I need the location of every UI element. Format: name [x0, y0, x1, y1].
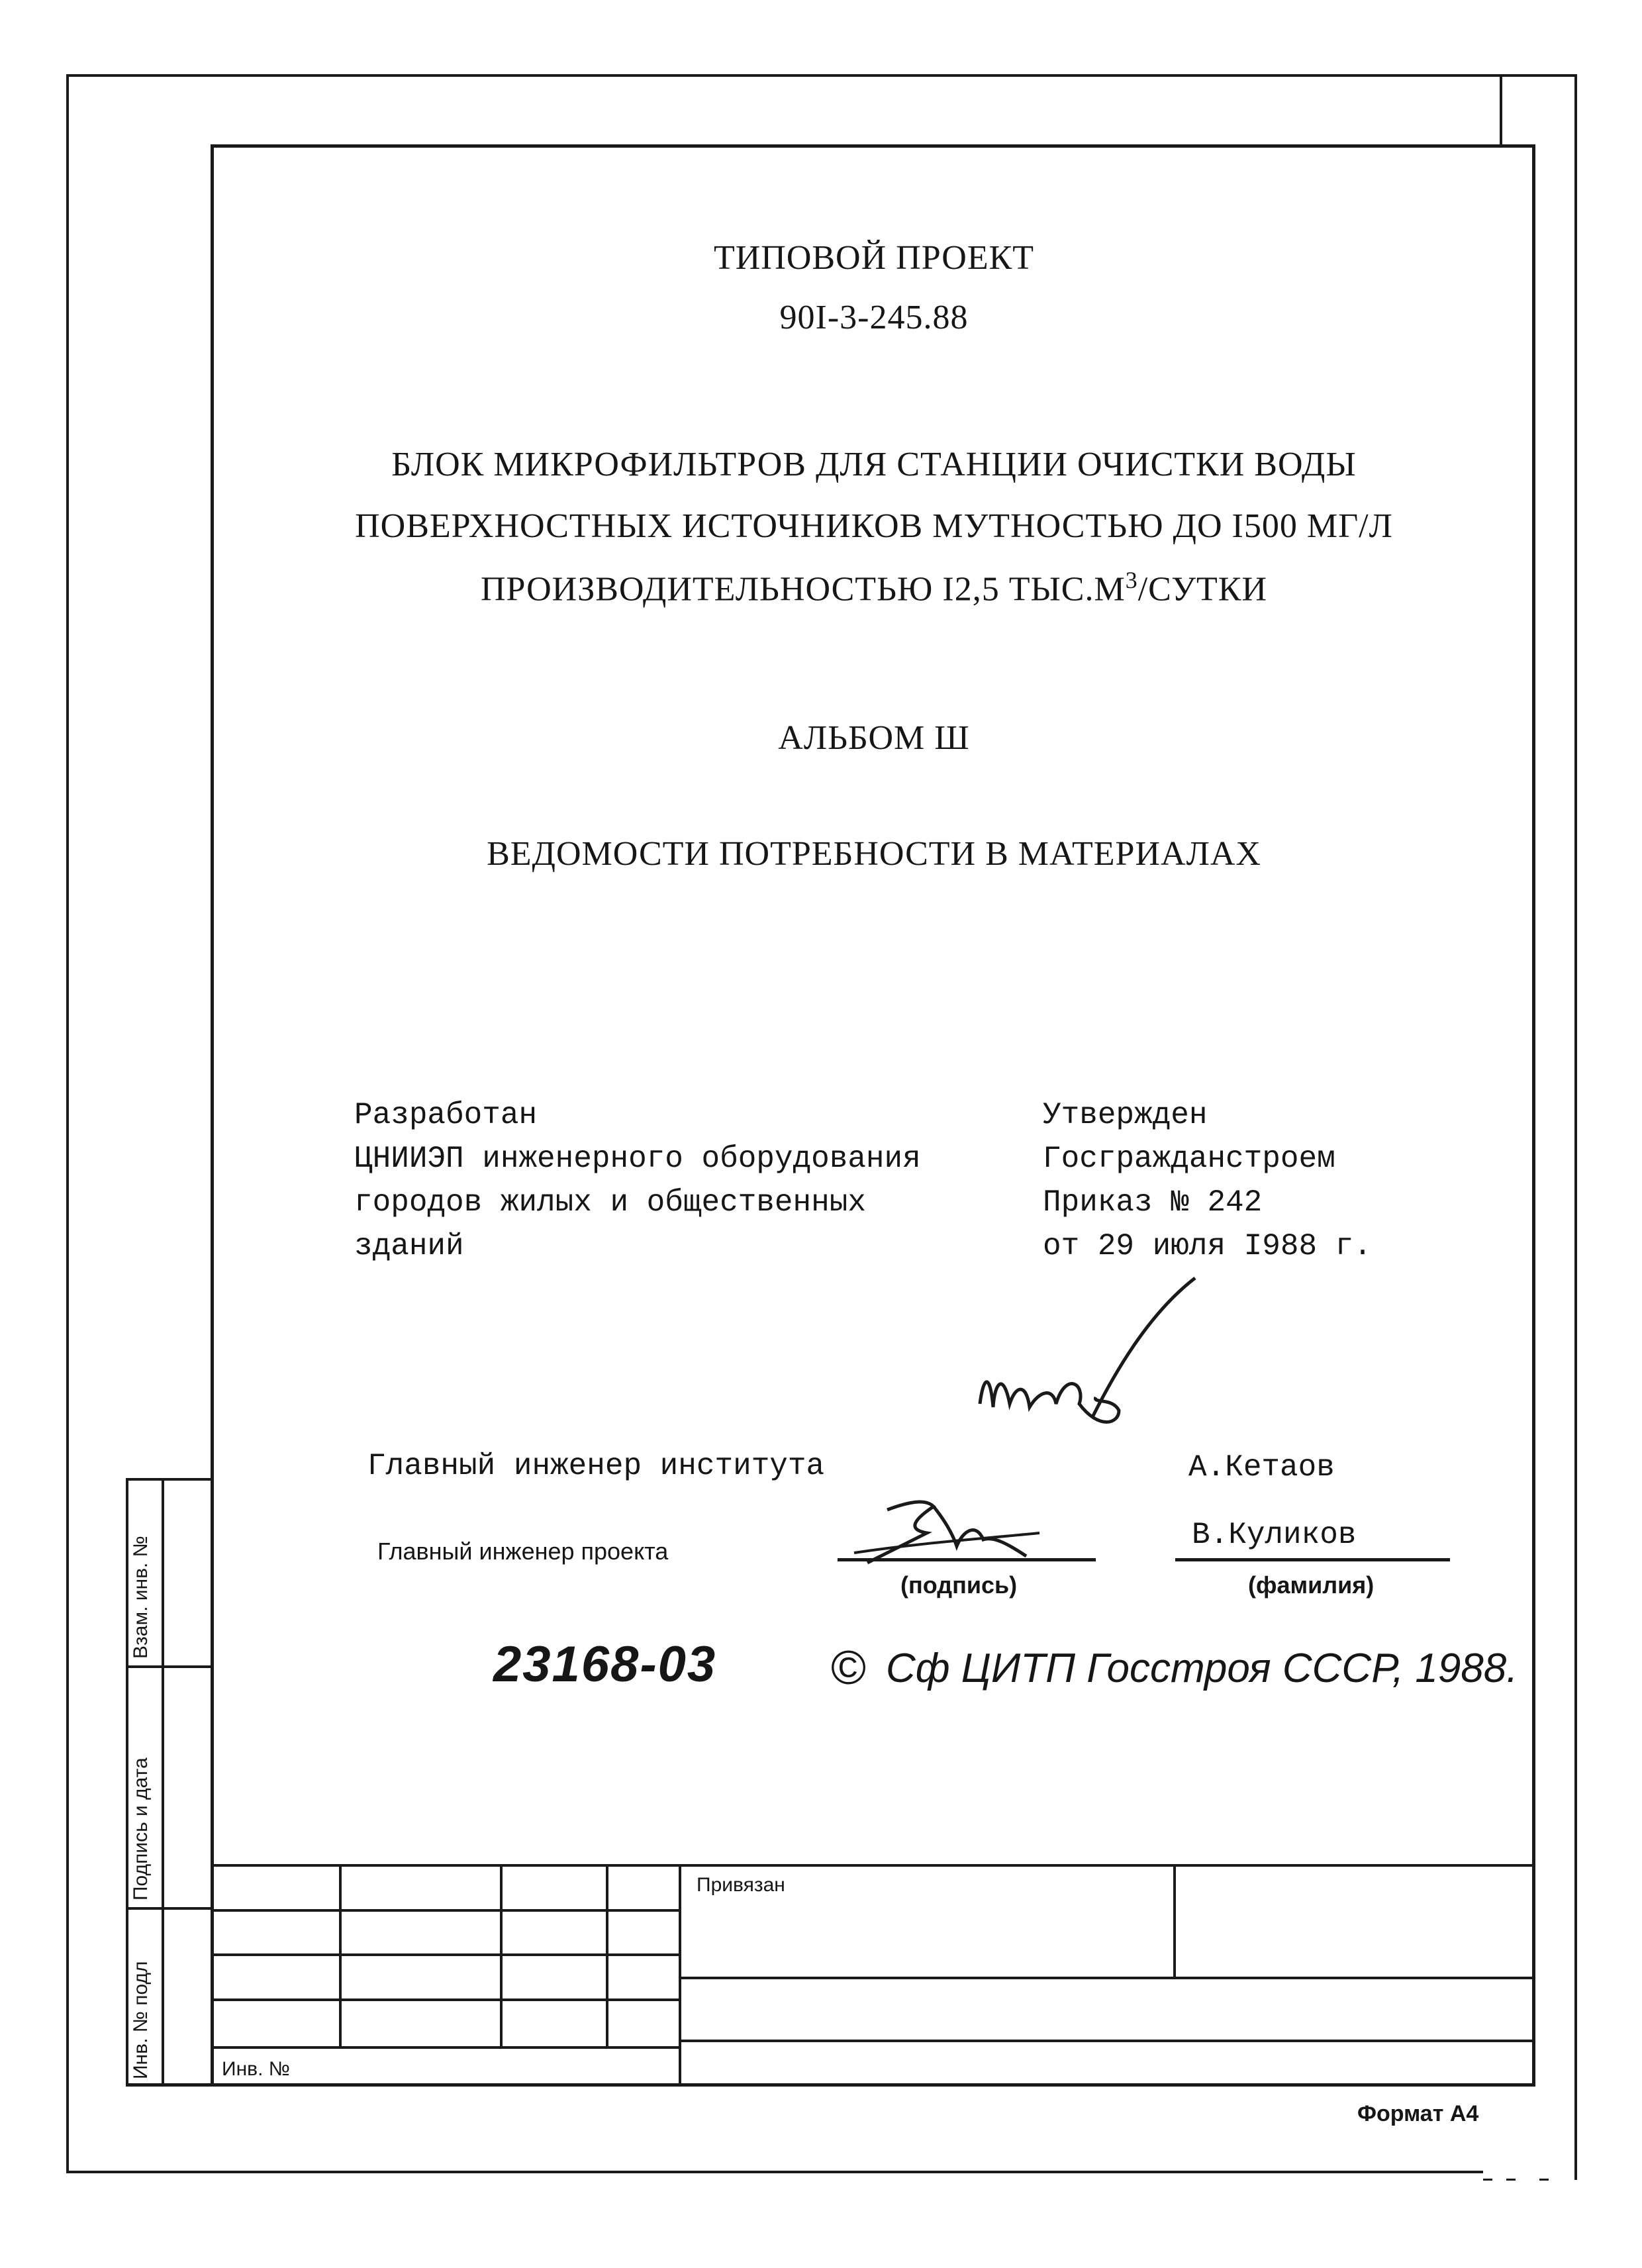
- dash-3: [1539, 2179, 1549, 2181]
- chief-engineer-project-label: Главный инженер проекта: [377, 1538, 669, 1565]
- project-type-label: ТИПОВОЙ ПРОЕКТ: [713, 239, 1035, 277]
- outer-frame-top: [66, 74, 1577, 77]
- title-line-3-tail: /СУТКИ: [1137, 570, 1267, 609]
- developed-line-2: городов жилых и общественных: [354, 1185, 866, 1220]
- side-strip-left: [126, 1478, 128, 2085]
- copyright-symbol: ©: [831, 1642, 867, 1695]
- stamp-row6: [211, 2046, 681, 2049]
- inventory-code: 23168-03: [493, 1636, 717, 1693]
- inner-frame-right: [1532, 144, 1535, 2086]
- side-strip-div1: [126, 1665, 212, 1668]
- outer-frame-bottom: [66, 2171, 1483, 2173]
- outer-frame-left: [66, 74, 69, 2172]
- stamp-col1: [339, 1864, 342, 2046]
- signature-project-engineer: [841, 1483, 1053, 1576]
- title-line-1: БЛОК МИКРОФИЛЬТРОВ ДЛЯ СТАНЦИИ ОЧИСТКИ ВОДЫ: [391, 446, 1357, 483]
- stamp-row5: [679, 2040, 1535, 2042]
- side-strip-top: [126, 1478, 212, 1481]
- signature-caption: (подпись): [900, 1571, 1018, 1599]
- side-label-replace-inv: Взам. инв. №: [130, 1536, 152, 1659]
- chief-engineer-institute-label: Главный инженер института: [367, 1449, 825, 1483]
- approved-line-2: Приказ № 242: [1043, 1185, 1263, 1220]
- title-line-3-main: ПРОИЗВОДИТЕЛЬНОСТЬЮ I2,5 ТЫС.М: [480, 570, 1126, 609]
- format-label: Формат А4: [1357, 2101, 1479, 2126]
- project-number: 90I-3-245.88: [779, 299, 969, 336]
- stamp-row4: [211, 1998, 681, 2001]
- inner-frame-bottom: [126, 2083, 1535, 2087]
- stamp-bound-label: Привязан: [697, 1874, 785, 1896]
- title-line-3-superscript: 3: [1125, 567, 1138, 593]
- stamp-inv-label: Инв. №: [222, 2058, 290, 2080]
- developed-line-1: ЦНИИЭП инженерного оборудования: [354, 1142, 921, 1176]
- inner-frame-top: [211, 144, 1535, 148]
- side-label-inv-orig: Инв. № подл: [130, 1961, 152, 2079]
- chief-engineer-institute-name: А.Кетаов: [1188, 1450, 1335, 1485]
- developed-line-3: зданий: [354, 1229, 464, 1263]
- title-line-3: [212, 566, 1536, 609]
- stamp-row1: [211, 1909, 681, 1912]
- stamp-row3: [679, 1977, 1535, 1979]
- stamp-col2: [500, 1864, 503, 2046]
- approved-line-3: от 29 июля I988 г.: [1043, 1229, 1372, 1263]
- corner-mark: [1500, 74, 1502, 147]
- dash-1: [1483, 2179, 1492, 2181]
- dash-2: [1506, 2179, 1516, 2181]
- album-title: АЛЬБОМ Ш: [778, 719, 970, 757]
- developed-heading: Разработан: [354, 1098, 538, 1132]
- chief-engineer-project-name: В.Куликов: [1192, 1518, 1357, 1552]
- album-subtitle: ВЕДОМОСТИ ПОТРЕБНОСТИ В МАТЕРИАЛАХ: [487, 835, 1261, 873]
- approved-line-1: Госгражданстроем: [1043, 1142, 1335, 1176]
- stamp-row2: [211, 1953, 681, 1956]
- surname-underline: [1175, 1558, 1450, 1561]
- title-line-2: ПОВЕРХНОСТНЫХ ИСТОЧНИКОВ МУТНОСТЬЮ ДО I500 МГ/Л: [355, 507, 1393, 545]
- stamp-top: [211, 1864, 1535, 1867]
- side-label-sign-date: Подпись и дата: [130, 1757, 152, 1900]
- inner-frame-left: [211, 144, 214, 2086]
- signature-underline: [838, 1558, 1096, 1561]
- stamp-col3: [606, 1864, 608, 2046]
- surname-caption: (фамилия): [1248, 1571, 1375, 1599]
- outer-frame-right: [1574, 74, 1577, 2180]
- side-strip-col: [162, 1478, 164, 2085]
- side-strip-div2: [126, 1907, 212, 1910]
- stamp-col5: [1173, 1864, 1176, 1977]
- stamp-col4: [679, 1864, 681, 2086]
- signature-director: [953, 1271, 1205, 1470]
- copyright-text: Сф ЦИТП Госстроя СССР, 1988.: [886, 1646, 1518, 1691]
- approved-heading: Утвержден: [1043, 1098, 1208, 1132]
